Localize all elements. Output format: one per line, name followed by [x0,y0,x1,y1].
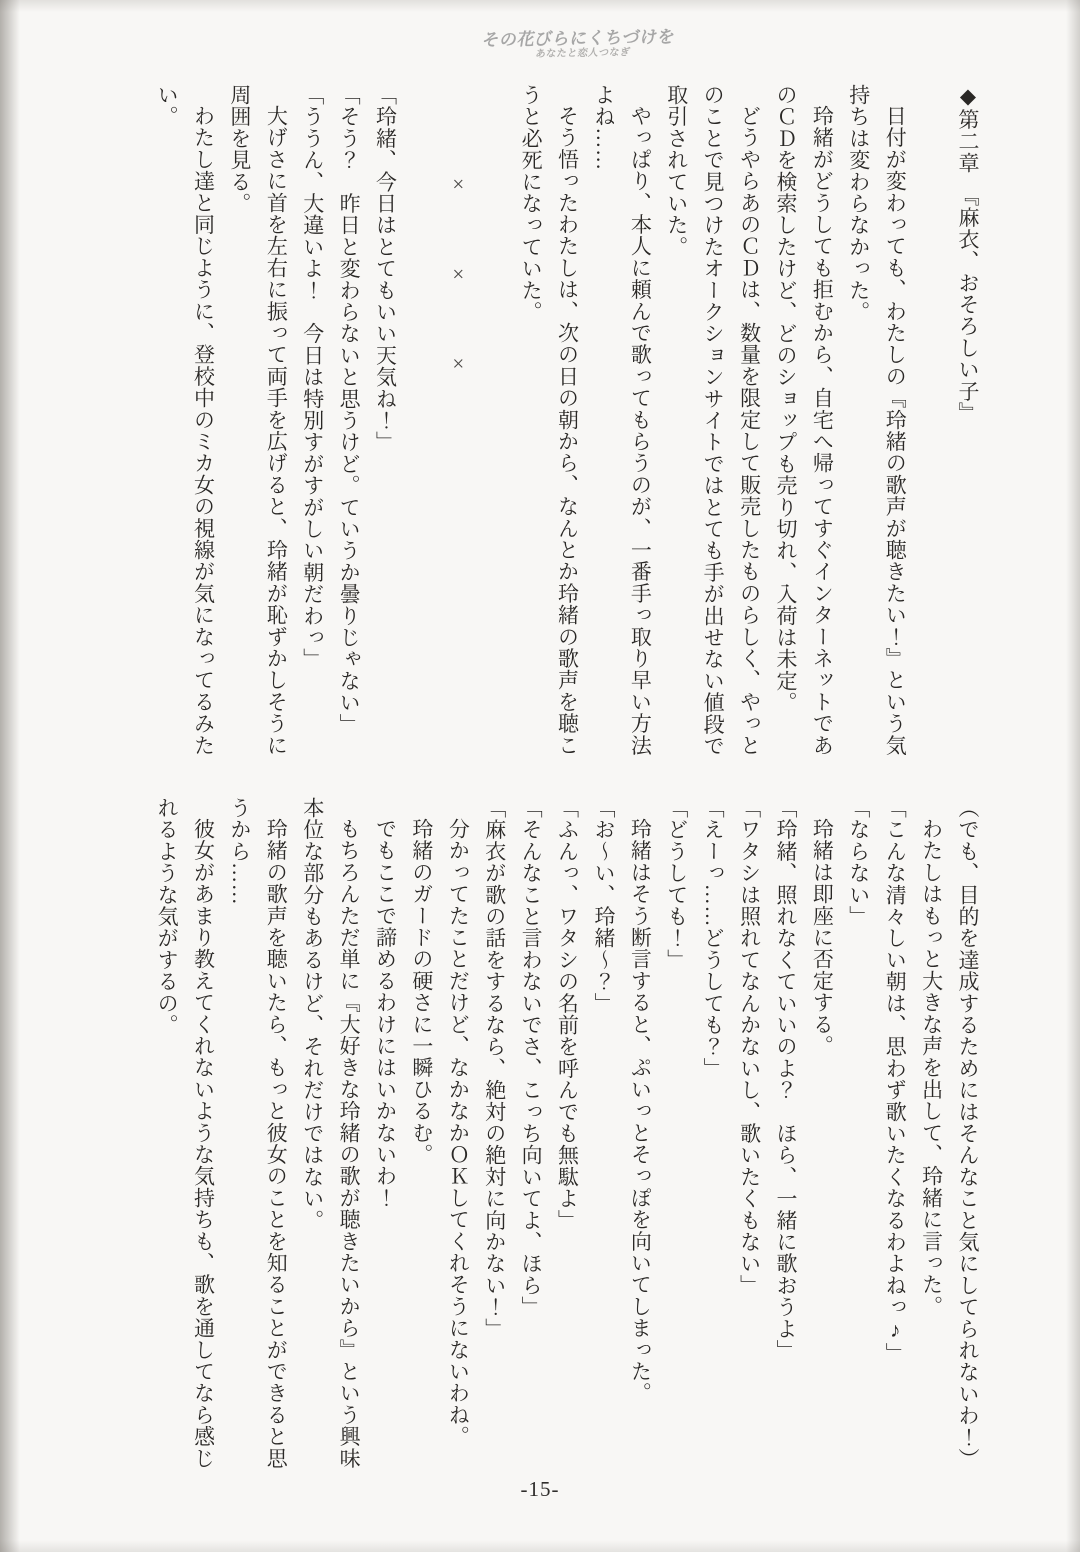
chapter-title: ◆第二章 『麻衣、おそろしい子』 [956,84,980,424]
paragraph: 「ワタシは照れてなんかないし、歌いたくもない」 [737,797,762,1297]
paragraph: 「ううん、大違いよ！ 今日は特別すがすがしい朝だわっ」 [300,84,325,670]
paragraph: 玲緒がどうしても拒むから、自宅へ帰ってすぐインターネットであのＣＤを検索したけど、どのショップも売り切れ、入荷は未定。 [773,84,835,756]
paragraph: 「そう？ 昨日と変わらないと思うけど。ていうか曇りじゃない」 [337,84,362,735]
paragraph: 「こんな清々しい朝は、思わず歌いたくなるわよねっ♪」 [883,797,908,1365]
paragraph: 「お～い、玲緒～？」 [591,797,616,1014]
paragraph: 玲緒はそう断言すると、ぷいっとそっぽを向いてしまった。 [628,818,653,1404]
paragraph: 「玲緒、照れなくていいのよ？ ほら、一緒に歌おうよ」 [773,797,798,1362]
text-block-top [149,84,986,764]
paragraph: 「麻衣が歌の話をするなら、絶対の絶対に向かない！」 [482,797,507,1340]
paragraph: 分かってたことだけど、なかなかＯＫしてくれそうにないわね。 [446,818,471,1448]
paragraph: わたしはもっと大きな声を出して、玲緒に言った。 [919,818,944,1318]
series-logo: その花びらにくちづけを [480,27,677,50]
page-number: -15- [520,1477,560,1501]
paragraph: 玲緒の歌声を聴いたら、もっと彼女のことを知ることができると思うから…… [227,797,289,1469]
paragraph: （でも、目的を達成するためにはそんなこと気にしてられないわ！） [956,797,980,1470]
paragraph: どうやらあのＣＤは、数量を限定して販売したものらしく、やっとのことで見つけたオークションサイトではとても手が出せない値段で取引されていた。 [664,84,762,757]
paragraph: 「ふんっ、ワタシの名前を呼んでも無駄よ」 [555,797,580,1231]
paragraph: わたし達と同じように、登校中のミカ女の視線が気になってるみたい。 [155,84,216,756]
paragraph: そう悟ったわたしは、次の日の朝から、なんとか玲緒の歌声を聴こうと必死になっていた。 [519,84,580,756]
scene-divider: × × × [446,172,471,377]
paragraph: 「どうしても！」 [664,797,689,971]
paragraph: 玲緒のガードの硬さに一瞬ひるむ。 [409,818,434,1166]
paragraph: 彼女があまり教えてくれないような気持ちも、歌を通してなら感じれるような気がするの。 [155,797,216,1469]
paragraph: 「えーっ……どうしても？」 [701,797,726,1080]
paragraph: やっぱり、本人に頼んで歌ってもらうのが、一番手っ取り早い方法よね…… [591,84,653,756]
series-logo-subtitle: あなたと恋人つなぎ [534,47,632,60]
paragraph: 大げさに首を左右に振って両手を広げると、玲緒が恥ずかしそうに周囲を見る。 [227,84,289,756]
paragraph: 「玲緒、今日はとてもいい天気ね！」 [373,84,398,453]
paragraph: 日付が変わっても、わたしの『玲緒の歌声が聴きたい！』という気持ちは変わらなかった。 [846,84,908,756]
paragraph: 「そんなこと言わないでさ、こっち向いてよ、ほら」 [519,797,544,1318]
paragraph: 「ならない」 [846,797,871,928]
paragraph: でもここで諦めるわけにはいかないわ！ [373,818,398,1209]
text-block-bottom [149,797,986,1477]
paragraph: もちろんただ単に『大好きな玲緒の歌が聴きたいから』という興味本位な部分もあるけど、それだけではない。 [300,797,362,1469]
paragraph: 玲緒は即座に否定する。 [810,818,835,1057]
